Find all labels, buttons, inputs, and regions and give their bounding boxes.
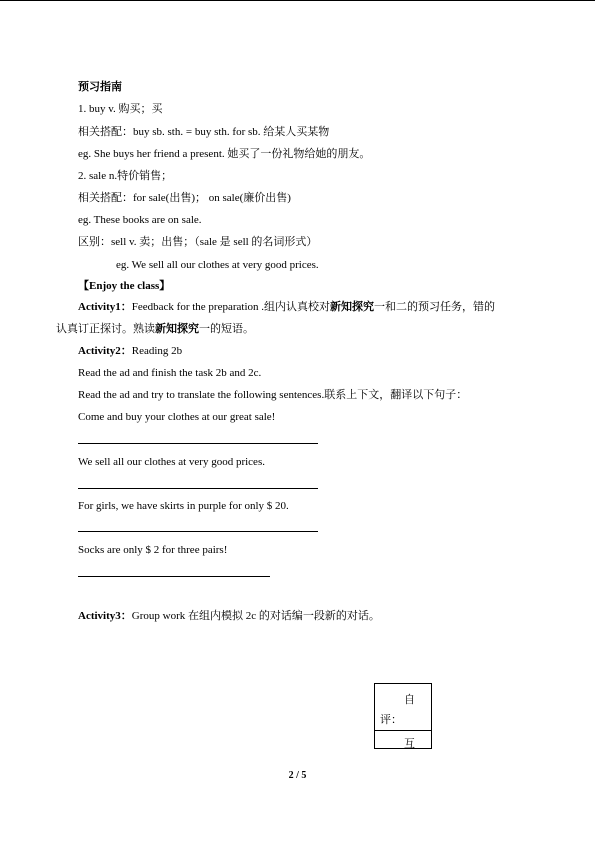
sale-collocation: 相关搭配：for sale(出售)； on sale(廉价出售) (78, 192, 291, 204)
sentence-1: Come and buy your clothes at our great sale! (78, 411, 276, 423)
buy-collocation: 相关搭配：buy sb. sth. = buy sth. for sb. 给某人买某物 (78, 126, 330, 138)
evaluation-box (374, 683, 432, 749)
activity2-label: Activity2： (78, 345, 132, 357)
self-eval-char: 自 (404, 694, 415, 706)
vocab-sale: 2. sale n.特价销售； (78, 170, 173, 182)
activity3-line (78, 609, 380, 624)
answer-line-4[interactable] (78, 576, 270, 577)
enjoy-heading: 【Enjoy the class】 (78, 280, 171, 292)
activity2-line (78, 344, 182, 359)
preview-heading: 预习指南 (78, 81, 122, 93)
sale-example: eg. These books are on sale. (78, 214, 202, 226)
page-number: 2 / 5 (288, 770, 307, 781)
activity2-instruction-2: Read the ad and try to translate the following sentences.联系上下文，翻译以下句子： (78, 389, 468, 401)
self-evaluation-cell[interactable] (375, 684, 431, 731)
activity2-instruction-1: Read the ad and finish the task 2b and 2c. (78, 367, 262, 379)
vocab-buy: 1. buy v. 购买；买 (78, 103, 163, 115)
activity1-line2-text: 认真订正探讨。熟读 (56, 323, 155, 335)
sentence-3: For girls, we have skirts in purple for only $ 20. (78, 500, 289, 512)
self-eval-label: 评： (380, 714, 402, 726)
sentence-4: Socks are only $ 2 for three pairs! (78, 544, 228, 556)
answer-line-3[interactable] (78, 531, 318, 532)
activity1-line1 (78, 300, 495, 315)
peer-eval-label: 互 (404, 738, 415, 750)
answer-line-2[interactable] (78, 488, 318, 489)
answer-line-1[interactable] (78, 443, 318, 444)
sentence-2: We sell all our clothes at very good prices. (78, 456, 265, 468)
activity1-bold-term: 新知探究 (330, 301, 375, 313)
activity2-text: Reading 2b (131, 345, 183, 357)
sell-difference: 区别：sell v. 卖；出售；（sale 是 sell 的名词形式） (78, 236, 318, 248)
activity1-text: Feedback for the preparation .组内认真校对 (131, 301, 331, 313)
activity1-text-tail: 一和二的预习任务，错的 (374, 301, 496, 313)
page-top-border (0, 0, 595, 1)
activity1-line2-bold-term: 新知探究 (155, 323, 199, 335)
activity1-label: Activity1： (78, 301, 132, 313)
buy-example: eg. She buys her friend a present. 她买了一份礼物给她的朋友。 (78, 148, 371, 160)
activity1-line2-tail: 一的短语。 (199, 323, 254, 335)
activity3-label: Activity3： (78, 610, 132, 622)
activity3-text: Group work 在组内模拟 2c 的对话编一段新的对话。 (131, 610, 380, 622)
sell-example: eg. We sell all our clothes at very good prices. (116, 259, 319, 271)
activity1-line2 (56, 322, 254, 337)
